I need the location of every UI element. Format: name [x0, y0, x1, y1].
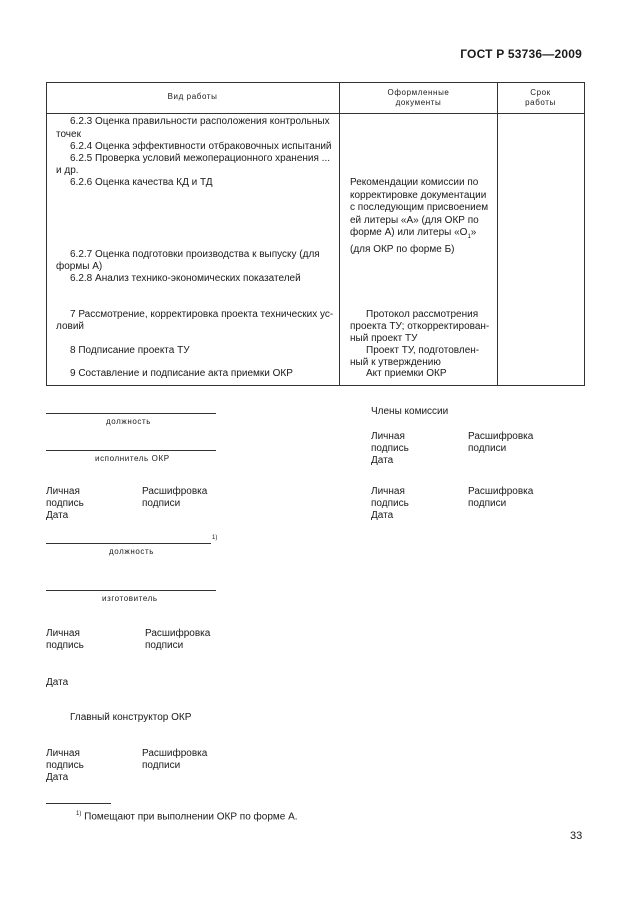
row-6-2-8: 6.2.8 Анализ технико-экономических показателей	[70, 273, 301, 284]
row-6-2-7: 6.2.7 Оценка подготовки производства к выпуску (для	[70, 249, 320, 260]
label-of-signature-2: подписи	[145, 640, 184, 651]
doc-recommendations-line: ей литеры «А» (для ОКР по	[350, 214, 479, 226]
header-term	[498, 88, 583, 108]
member2-personal: Личная	[371, 486, 405, 497]
label-date-2: Дата	[46, 677, 69, 688]
doc-recommendations-line: (для ОКР по форме Б)	[350, 243, 455, 255]
row-6-2-5: 6.2.5 Проверка условий межоперационного хранения ...	[70, 153, 331, 164]
label-date: Дата	[46, 510, 69, 521]
table-col-divider-1	[339, 82, 340, 385]
member2-of-signature: подписи	[468, 498, 507, 509]
caption-position-2: должность	[109, 547, 155, 556]
footnote-separator	[46, 803, 111, 804]
label-signature: подпись	[46, 498, 84, 509]
doc-recommendations-line: корректировке документации	[350, 189, 487, 201]
doc-acceptance-act: Акт приемки ОКР	[366, 368, 447, 379]
table-header-divider	[46, 113, 584, 114]
signature-line-position	[46, 413, 216, 414]
row-6-2-3: 6.2.3 Оценка правильности расположения контрольных	[70, 116, 330, 127]
label-decoding-2: Расшифровка	[145, 628, 211, 639]
member1-date: Дата	[371, 455, 394, 466]
caption-executor: исполнитель ОКР	[95, 454, 170, 463]
label-personal-3: Личная	[46, 748, 80, 759]
doc-recommendations	[350, 177, 490, 256]
chief-designer: Главный конструктор ОКР	[70, 712, 192, 723]
row-6-2-7-cont: формы А)	[56, 261, 103, 272]
member1-personal: Личная	[371, 431, 405, 442]
doc-tu-draft-line2: ный к утверждению	[350, 357, 441, 368]
page-number: 33	[570, 830, 583, 842]
label-personal-2: Личная	[46, 628, 80, 639]
footnote-number: 1)	[76, 811, 82, 817]
row-6-2-3-cont: точек	[56, 129, 81, 140]
footnote-text: Помещают при выполнении ОКР по форме А.	[84, 811, 298, 823]
label-signature-2: подпись	[46, 640, 84, 651]
label-decoding-3: Расшифровка	[142, 748, 208, 759]
header-term-line1: Срок	[530, 88, 551, 97]
label-signature-3: подпись	[46, 760, 84, 771]
doc-tu-draft-line1: Проект ТУ, подготовлен-	[366, 345, 480, 356]
row-9: 9 Составление и подписание акта приемки ОКР	[70, 368, 293, 379]
signature-line-manufacturer	[46, 590, 216, 591]
doc-protocol-line2: проекта ТУ; откорректирован-	[350, 321, 490, 332]
doc-recommendations-line: Рекомендации комиссии по	[350, 177, 479, 188]
label-of-signature: подписи	[142, 498, 181, 509]
signature-line-position-2	[46, 543, 211, 544]
caption-manufacturer: изготовитель	[102, 594, 158, 603]
table-col-divider-2	[497, 82, 498, 385]
footnote	[76, 808, 298, 824]
member1-signature: подпись	[371, 443, 409, 454]
doc-protocol-line1: Протокол рассмотрения	[366, 309, 479, 320]
member2-date: Дата	[371, 510, 394, 521]
row-7: 7 Рассмотрение, корректировка проекта технических ус-	[70, 309, 334, 320]
doc-recommendations-line	[350, 227, 490, 244]
header-documents-line2: документы	[395, 98, 442, 107]
document-code: ГОСТ Р 53736—2009	[460, 47, 582, 61]
row-6-2-6: 6.2.6 Оценка качества КД и ТД	[70, 177, 213, 188]
label-date-3: Дата	[46, 772, 69, 783]
row-8: 8 Подписание проекта ТУ	[70, 345, 190, 356]
member2-signature: подпись	[371, 498, 409, 509]
header-documents	[340, 88, 497, 108]
row-7-cont: ловий	[56, 321, 84, 332]
doc-protocol-line3: ный проект ТУ	[350, 333, 418, 344]
label-decoding: Расшифровка	[142, 486, 208, 497]
row-6-2-5-cont: и др.	[56, 165, 79, 176]
subscript: 1	[467, 234, 471, 240]
commission-members-title: Члены комиссии	[371, 406, 449, 417]
footnote-mark: 1)	[212, 535, 218, 541]
doc-line-text: форме А) или литеры «О	[350, 227, 468, 238]
doc-line-text: »	[470, 227, 477, 238]
row-6-2-4: 6.2.4 Оценка эффективности отбраковочных испытаний	[70, 141, 332, 152]
header-term-line2: работы	[525, 98, 556, 107]
signature-line-executor	[46, 450, 216, 451]
member1-decoding: Расшифровка	[468, 431, 534, 442]
member1-of-signature: подписи	[468, 443, 507, 454]
header-work-type: Вид работы	[167, 92, 218, 101]
doc-recommendations-line: с последующим присвоением	[350, 202, 489, 213]
member2-decoding: Расшифровка	[468, 486, 534, 497]
label-of-signature-3: подписи	[142, 760, 181, 771]
caption-position: должность	[106, 417, 152, 426]
label-personal: Личная	[46, 486, 80, 497]
header-documents-line1: Оформленные	[387, 88, 450, 97]
